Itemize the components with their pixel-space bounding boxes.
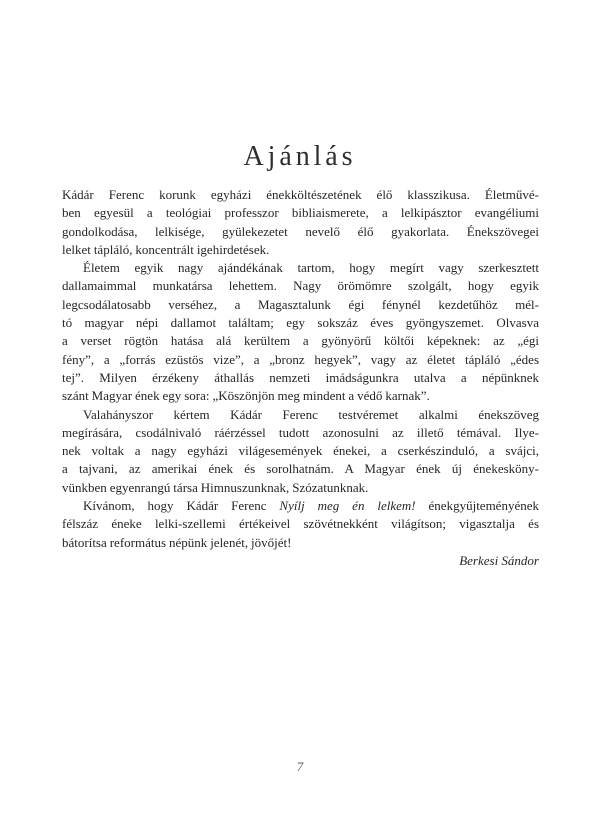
- paragraph: [62, 259, 539, 405]
- paragraphs-container: [62, 186, 539, 552]
- text-run: bátorítsa református népünk jelenét, jövőjét!: [62, 534, 292, 550]
- page-title: Ajánlás: [243, 140, 357, 172]
- text-line: [62, 277, 539, 295]
- text-line: [62, 241, 539, 259]
- text-run: énekgyűjteményének: [415, 498, 539, 514]
- text-line: [62, 534, 539, 552]
- text-run: vünkben egyenrangú társa Himnuszunknak, Szózatunknak.: [62, 479, 369, 495]
- paragraph: [62, 497, 539, 552]
- text-run: félszáz éneke lelki-szellemi értékeivel szövétnekként világítson; vigasztalja és: [62, 516, 539, 532]
- text-line: [62, 479, 539, 497]
- text-run: fény”, a „forrás ezüstös vize”, a „bronz hegyek”, vagy az életet tápláló „édes: [62, 351, 539, 367]
- text-run: ben egyesül a teológiai professzor bibliaismerete, a lelkipásztor evangéliumi: [62, 205, 539, 221]
- text-line: [62, 387, 539, 405]
- body-text: [62, 186, 539, 570]
- text-run: Kívánom, hogy Kádár Ferenc: [83, 498, 280, 514]
- text-line: [62, 296, 539, 314]
- text-run: tej”. Milyen érzékeny áthallás nemzeti imádságunkra utalva a népünknek: [62, 369, 539, 385]
- text-run: lelket tápláló, koncentrált igehirdetések.: [62, 241, 270, 257]
- text-run: nek voltak a nagy egyházi világesemények énekei, a cserkészinduló, a svájci,: [62, 443, 539, 459]
- text-run: a tajvani, az amerikai ének és sorolhatnám. A Magyar ének új énekesköny-: [62, 461, 539, 477]
- text-line: [62, 497, 539, 515]
- text-run: Valahányszor kértem Kádár Ferenc testvéremet alkalmi énekszöveg: [83, 406, 539, 422]
- text-line: [62, 332, 539, 350]
- text-line: [62, 351, 539, 369]
- signature: Berkesi Sándor: [459, 552, 539, 568]
- text-run: szánt Magyar ének egy sora: „Köszönjön meg mindent a védő karnak”.: [62, 388, 430, 404]
- text-line: [62, 314, 539, 332]
- text-run: tó magyar népi dallamot találtam; egy sokszáz éves gyöngyszemet. Olvasva: [62, 315, 539, 331]
- text-run: dallamaimmal munkatársa lehettem. Nagy örömömre szolgált, hogy egyik: [62, 278, 539, 294]
- text-line: [62, 223, 539, 241]
- text-run: a verset rögtön hatása alá kerültem a gyönyörű költői képeknek: az „égi: [62, 333, 539, 349]
- paragraph: [62, 186, 539, 259]
- text-line: [62, 424, 539, 442]
- text-line: [62, 186, 539, 204]
- text-line: [62, 515, 539, 533]
- text-run: gondolkodása, lelkisége, gyülekezetet nevelő élő gyakorlata. Énekszövegei: [62, 223, 539, 239]
- text-line: [62, 442, 539, 460]
- italic-run: Nyílj meg én lelkem!: [279, 498, 416, 514]
- text-line: [62, 460, 539, 478]
- page-number: 7: [296, 759, 304, 774]
- text-run: legcsodálatosabb verséhez, a Magasztalunk égi fénynél kezdetűhöz mél-: [62, 296, 539, 312]
- text-line: [62, 204, 539, 222]
- text-line: [62, 259, 539, 277]
- text-line: [62, 369, 539, 387]
- text-run: Kádár Ferenc korunk egyházi énekköltészetének élő klasszikusa. Életművé-: [62, 187, 539, 202]
- text-run: Életem egyik nagy ajándékának tartom, hogy megírt vagy szerkesztett: [83, 260, 539, 276]
- text-run: megírására, csodálnivaló ráérzéssel tudott azonosulni az illető témával. Ilye-: [62, 424, 539, 440]
- text-line: [62, 406, 539, 424]
- paragraph: [62, 406, 539, 497]
